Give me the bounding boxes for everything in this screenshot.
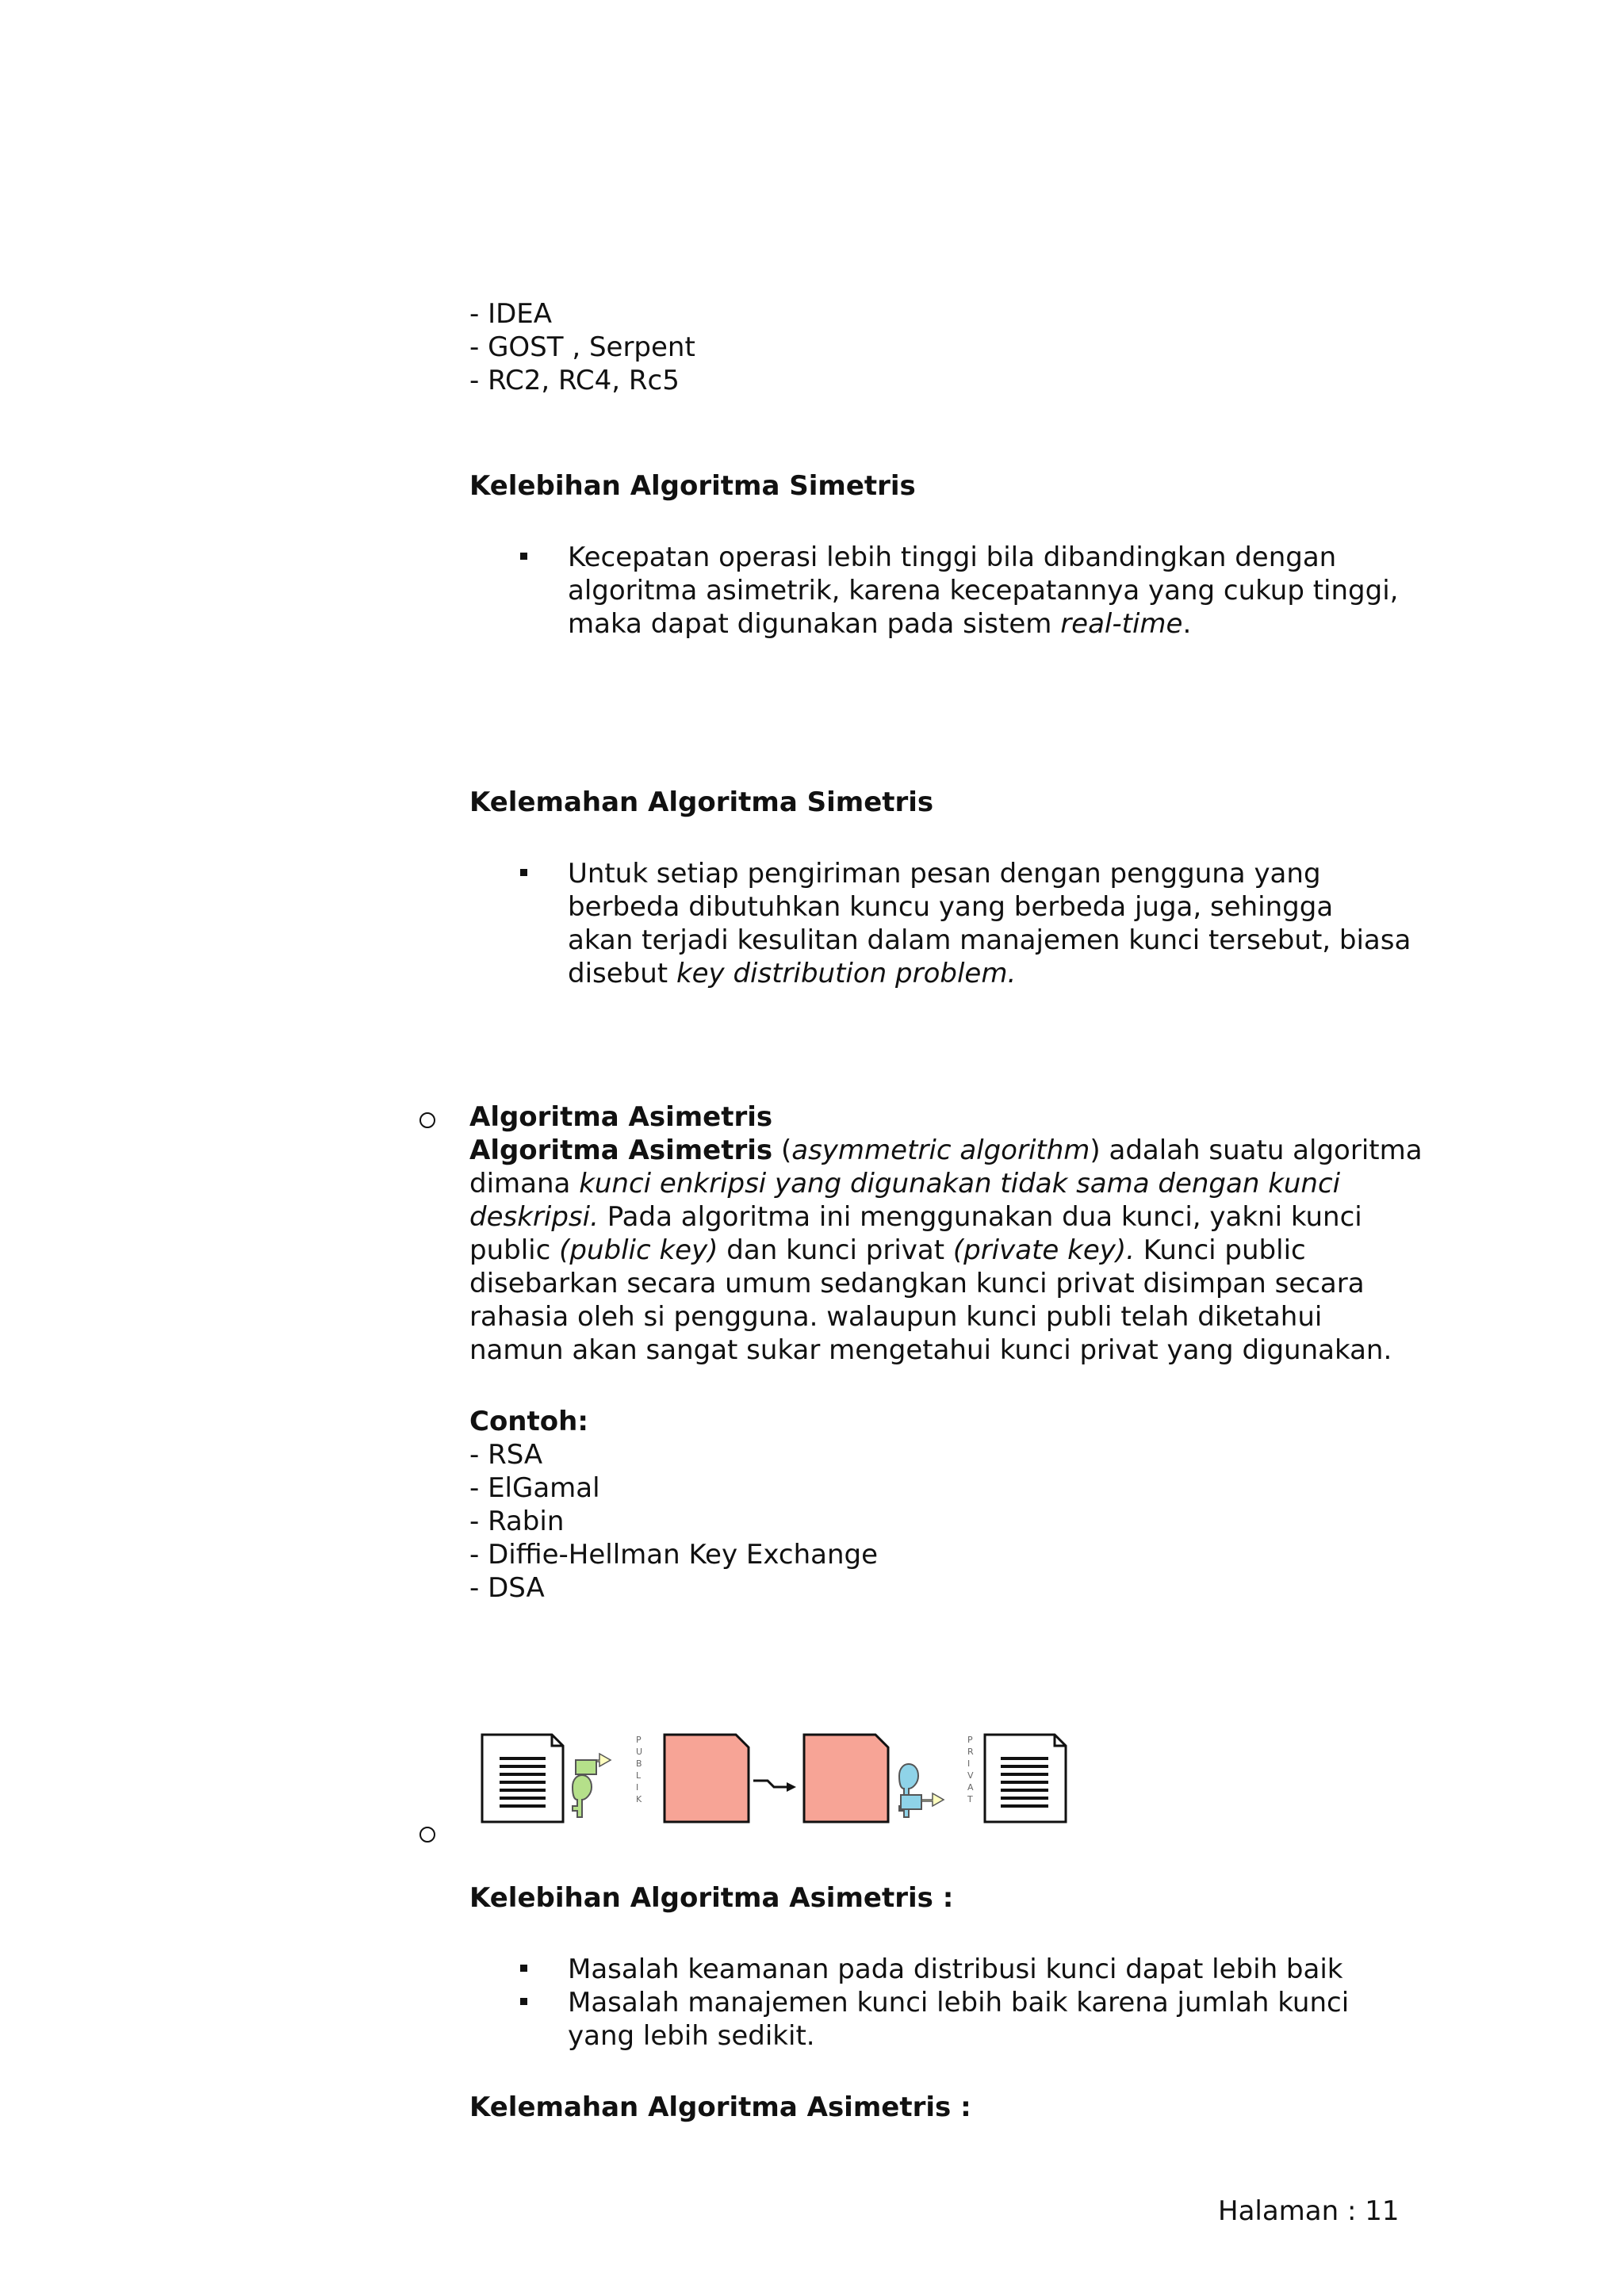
example-idea: - IDEA (469, 298, 553, 330)
page-number: Halaman : 11 (1218, 2195, 1400, 2227)
contoh-label: Contoh: (469, 1406, 588, 1437)
example-elgamal: - ElGamal (469, 1472, 600, 1504)
bullet-square-icon (520, 1965, 527, 1972)
plain-document-icon (985, 1735, 1066, 1822)
asimetris-para-line7: namun akan sangat sukar mengetahui kunci privat yang digunakan. (469, 1334, 1392, 1366)
plain-document-icon (482, 1735, 563, 1822)
heading-algoritma-asimetris: Algoritma Asimetris (469, 1101, 773, 1133)
kelebihan-simetris-line3: maka dapat digunakan pada sistem real-time. (568, 608, 1192, 640)
encrypted-document-icon (804, 1735, 888, 1822)
kelemahan-simetris-line3: akan terjadi kesulitan dalam manajemen kunci tersebut, biasa (568, 924, 1411, 956)
heading-kelebihan-simetris: Kelebihan Algoritma Simetris (469, 470, 916, 502)
bullet-circle-icon (419, 1112, 435, 1128)
example-rsa: - RSA (469, 1439, 543, 1471)
bullet-square-icon (520, 553, 527, 560)
kelemahan-simetris-line2: berbeda dibutuhkan kuncu yang berbeda juga, sehingga (568, 891, 1334, 923)
label-privat: P R I V A T (967, 1735, 974, 1804)
kelebihan-simetris-line2: algoritma asimetrik, karena kecepatannya yang cukup tinggi, (568, 575, 1399, 607)
private-key-icon (899, 1764, 944, 1817)
asimetris-para-line5: disebarkan secara umum sedangkan kunci privat disimpan secara (469, 1268, 1365, 1299)
asimetris-para-line2: dimana kunci enkripsi yang digunakan tidak sama dengan kunci (469, 1168, 1341, 1200)
example-dsa: - DSA (469, 1572, 545, 1604)
asymmetric-encryption-diagram (481, 1732, 1067, 1827)
bullet-square-icon (520, 1998, 527, 2005)
kelebihan-asimetris-item1: Masalah keamanan pada distribusi kunci dapat lebih baik (568, 1954, 1343, 1985)
kelebihan-asimetris-item2: Masalah manajemen kunci lebih baik karena jumlah kunci (568, 1987, 1350, 2019)
asimetris-para-line6: rahasia oleh si pengguna. walaupun kunci publi telah diketahui (469, 1301, 1323, 1333)
bullet-square-icon (520, 869, 527, 876)
kelemahan-simetris-line4: disebut key distribution problem. (568, 958, 1017, 989)
asimetris-para-line4: public (public key) dan kunci privat (private key). Kunci public (469, 1234, 1306, 1266)
public-key-icon (573, 1754, 611, 1817)
example-rc: - RC2, RC4, Rc5 (469, 365, 680, 396)
example-diffie-hellman: - Diffie-Hellman Key Exchange (469, 1539, 879, 1571)
example-gost-serpent: - GOST , Serpent (469, 331, 695, 363)
heading-kelemahan-asimetris: Kelemahan Algoritma Asimetris : (469, 2091, 971, 2123)
encrypted-document-icon (665, 1735, 749, 1822)
kelemahan-simetris-line1: Untuk setiap pengiriman pesan dengan pengguna yang (568, 858, 1321, 890)
asimetris-para-line3: deskripsi. Pada algoritma ini menggunakan dua kunci, yakni kunci (469, 1201, 1362, 1233)
heading-kelemahan-simetris: Kelemahan Algoritma Simetris (469, 786, 934, 818)
arrow-right-icon (753, 1781, 796, 1792)
asimetris-para-line1: Algoritma Asimetris (asymmetric algorithm) adalah suatu algoritma (469, 1135, 1423, 1166)
bullet-circle-icon (419, 1827, 435, 1843)
kelebihan-asimetris-item2-cont: yang lebih sedikit. (568, 2020, 815, 2052)
kelebihan-simetris-line1: Kecepatan operasi lebih tinggi bila dibandingkan dengan (568, 541, 1337, 573)
label-publik: P U B L I K (636, 1735, 643, 1804)
heading-kelebihan-asimetris: Kelebihan Algoritma Asimetris : (469, 1882, 954, 1914)
example-rabin: - Rabin (469, 1506, 565, 1537)
